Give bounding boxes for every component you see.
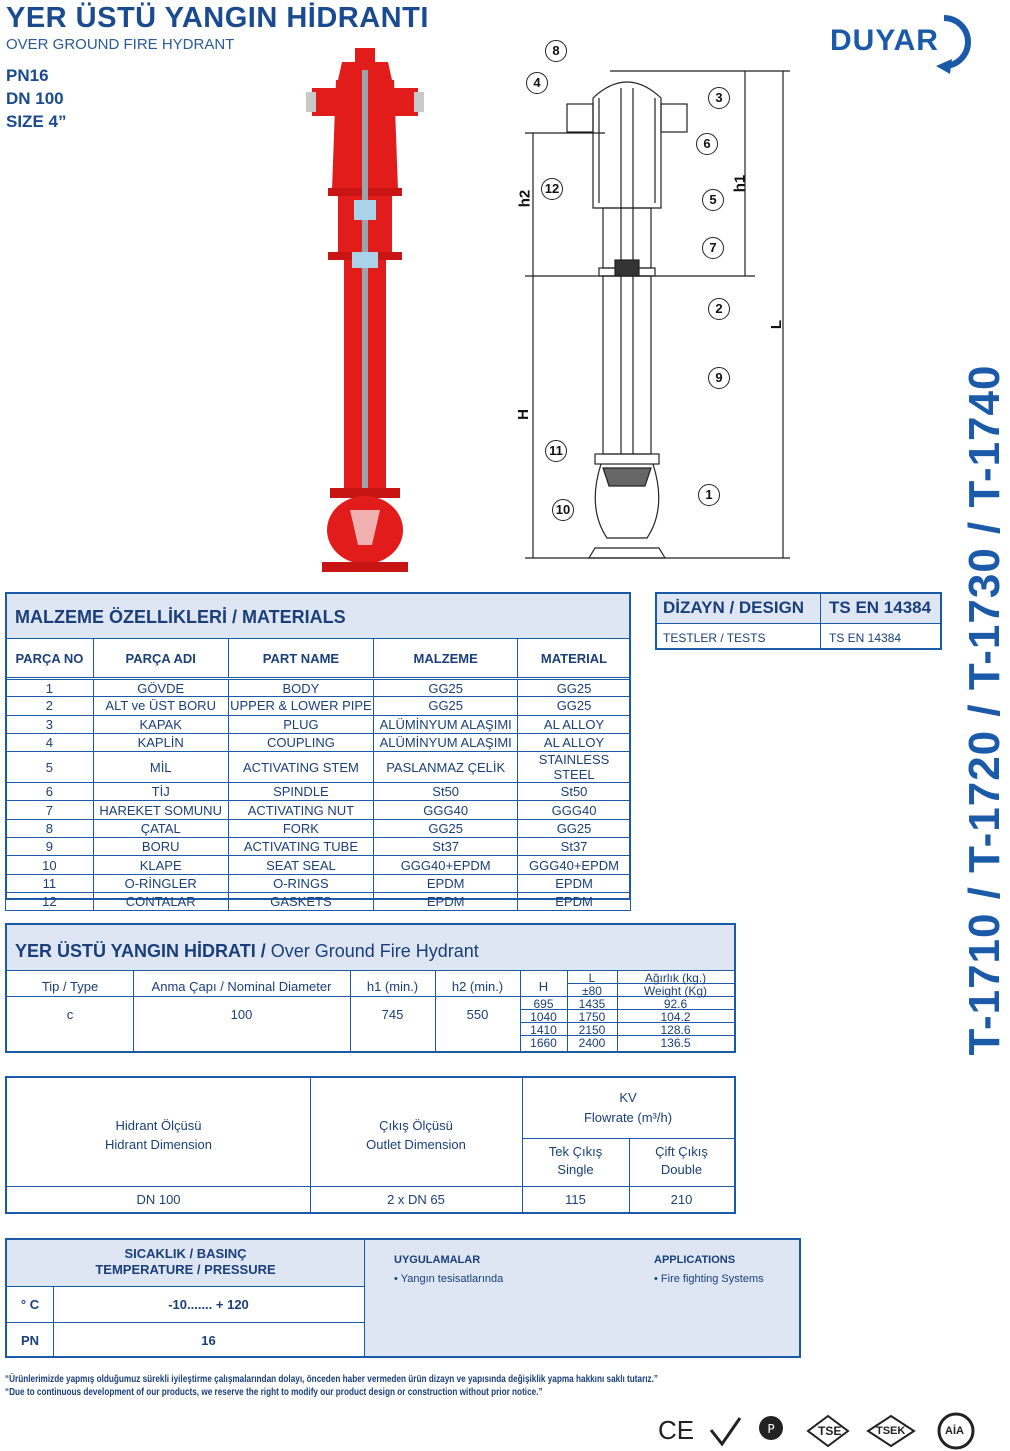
table-cell: GASKETS <box>228 892 374 910</box>
kv-label: KV <box>619 1090 637 1105</box>
table-cell: ACTIVATING STEM <box>228 752 374 783</box>
dims-W-cell: 136.5 <box>660 1036 691 1050</box>
table-cell: FORK <box>228 819 374 837</box>
table-cell: St50 <box>518 783 631 801</box>
table-cell: GÖVDE <box>93 679 228 697</box>
table-cell: 1 <box>6 679 94 697</box>
val-nominal: 100 <box>230 1007 253 1022</box>
table-row <box>6 679 631 697</box>
dims-H-cell: 1040 <box>530 1010 557 1024</box>
dims-L-cell: 2150 <box>578 1023 606 1037</box>
table-row <box>6 892 631 910</box>
table-cell: SPINDLE <box>228 783 374 801</box>
spec-dn: DN 100 <box>6 89 64 108</box>
double-tr: Çift Çıkış <box>655 1144 708 1159</box>
table-cell: EPDM <box>374 874 518 892</box>
spec-pn: PN16 <box>6 66 49 85</box>
table-cell: GG25 <box>518 697 631 715</box>
table-cell: 9 <box>6 838 94 856</box>
callout-5: 5 <box>702 189 724 211</box>
tests-value: TS EN 14384 <box>829 631 902 645</box>
callout-9: 9 <box>708 367 730 389</box>
table-cell: ALÜMİNYUM ALAŞIMI <box>374 715 518 733</box>
col-part-name-tr: PARÇA ADI <box>93 639 228 679</box>
table-cell: 4 <box>6 733 94 751</box>
table-cell: COUPLING <box>228 733 374 751</box>
hydrant-title-tr: YER ÜSTÜ YANGIN HİDRATI / <box>15 941 266 961</box>
design-title: DİZAYN / DESIGN <box>663 598 805 617</box>
table-cell: KAPLİN <box>93 733 228 751</box>
table-cell: AL ALLOY <box>518 733 631 751</box>
table-cell: 7 <box>6 801 94 819</box>
table-row <box>6 733 631 751</box>
table-cell: 11 <box>6 874 94 892</box>
temp-app-box <box>5 1238 801 1358</box>
svg-text:P: P <box>767 1422 775 1436</box>
hdr-type: Tip / Type <box>41 979 99 994</box>
table-cell: ALÜMİNYUM ALAŞIMI <box>374 733 518 751</box>
table-cell: ACTIVATING TUBE <box>228 838 374 856</box>
table-row <box>6 856 631 874</box>
table-cell: ACTIVATING NUT <box>228 801 374 819</box>
table-row <box>6 874 631 892</box>
callout-10: 10 <box>552 499 574 521</box>
hydrant-illustration <box>300 40 430 588</box>
brand-logo <box>830 4 980 74</box>
table-cell: BORU <box>93 838 228 856</box>
table-cell: 2 <box>6 697 94 715</box>
dims-H-cell: 1410 <box>530 1023 557 1037</box>
callout-8: 8 <box>545 40 567 62</box>
table-cell: TİJ <box>93 783 228 801</box>
callout-6: 6 <box>696 133 718 155</box>
val-type: c <box>66 1007 74 1022</box>
dims-W-cell: 128.6 <box>660 1023 691 1037</box>
table-cell: MİL <box>93 752 228 783</box>
hydrant-dims-box <box>5 923 736 1053</box>
table-cell: PASLANMAZ ÇELİK <box>374 752 518 783</box>
table-cell: HAREKET SOMUNU <box>93 801 228 819</box>
tse-label: TSE <box>818 1424 842 1438</box>
table-cell: 3 <box>6 715 94 733</box>
table-cell: 5 <box>6 752 94 783</box>
table-cell: 6 <box>6 783 94 801</box>
tests-label: TESTLER / TESTS <box>663 631 766 645</box>
design-standard: TS EN 14384 <box>829 598 932 617</box>
app-item-en: • Fire fighting Systems <box>654 1273 764 1285</box>
hydrant-title <box>15 941 479 962</box>
hdr-L: L <box>588 971 596 985</box>
table-cell: CONTALAR <box>93 892 228 910</box>
single-value: 115 <box>565 1192 586 1207</box>
table-row <box>6 697 631 715</box>
table-cell: GGG40+EPDM <box>518 856 631 874</box>
hdr-h1: h1 (min.) <box>366 979 419 994</box>
ce-mark-icon: CE <box>658 1415 695 1445</box>
flow-box <box>5 1076 736 1214</box>
table-row <box>6 801 631 819</box>
hdr-weight-tr: Ağırlık (kg.) <box>644 971 707 985</box>
table-row <box>6 752 631 783</box>
table-row <box>6 819 631 837</box>
app-title-en: APPLICATIONS <box>654 1254 736 1266</box>
dims-H-cell: 695 <box>533 997 554 1011</box>
materials-box <box>5 592 631 910</box>
callout-2: 2 <box>708 298 730 320</box>
callout-12: 12 <box>541 178 563 200</box>
flowrate-label: Flowrate (m³/h) <box>583 1110 673 1125</box>
materials-table <box>5 638 631 911</box>
dim-h1: h1 <box>731 174 749 193</box>
col-part-name: PART NAME <box>228 639 374 679</box>
table-cell: SEAT SEAL <box>228 856 374 874</box>
table-cell: St37 <box>374 838 518 856</box>
single-tr: Tek Çıkış <box>548 1144 603 1159</box>
table-cell: EPDM <box>518 874 631 892</box>
table-row <box>6 783 631 801</box>
table-cell: EPDM <box>374 892 518 910</box>
tsek-label: TSEK <box>876 1425 906 1437</box>
dims-L-cell: 2400 <box>578 1036 606 1050</box>
table-cell: GG25 <box>374 819 518 837</box>
pn-value: 16 <box>201 1333 216 1348</box>
pn-label: PN <box>20 1333 40 1348</box>
page-title: YER ÜSTÜ YANGIN HİDRANTI <box>6 2 429 34</box>
hdr-L-tol: ±80 <box>582 984 602 998</box>
table-cell: GG25 <box>374 679 518 697</box>
table-cell: GGG40 <box>374 801 518 819</box>
dim-h2: h2 <box>516 189 534 208</box>
callout-1: 1 <box>698 484 720 506</box>
callout-7: 7 <box>702 237 724 259</box>
dims-L-cell: 1435 <box>578 997 606 1011</box>
table-cell: UPPER & LOWER PIPE <box>228 697 374 715</box>
callout-3: 3 <box>708 87 730 109</box>
table-cell: AL ALLOY <box>518 715 631 733</box>
dim-H: H <box>514 409 532 420</box>
out-dim-tr: Çıkış Ölçüsü <box>379 1118 453 1133</box>
dims-W-cell: 92.6 <box>663 997 688 1011</box>
callout-4: 4 <box>526 72 548 94</box>
note-en: “Due to continuous development of our products, we reserve the right to modify our product design or construction without prior notice.” <box>5 1387 543 1398</box>
technical-drawing <box>515 38 795 568</box>
hydrant-title-en: Over Ground Fire Hydrant <box>270 941 479 961</box>
table-cell: BODY <box>228 679 374 697</box>
table-cell: GGG40+EPDM <box>374 856 518 874</box>
hdr-H: H <box>538 979 549 994</box>
dims-L-cell: 1750 <box>578 1010 606 1024</box>
brand-name: DUYAR <box>830 24 939 57</box>
callout-11: 11 <box>545 440 567 462</box>
table-cell: ALT ve ÜST BORU <box>93 697 228 715</box>
col-malzeme: MALZEME <box>374 639 518 679</box>
table-cell: KAPAK <box>93 715 228 733</box>
hdr-weight-en: Weight (Kg) <box>643 984 708 998</box>
table-cell: KLAPE <box>93 856 228 874</box>
table-cell: STAINLESS STEEL <box>518 752 631 783</box>
table-cell: 12 <box>6 892 94 910</box>
app-title-tr: UYGULAMALAR <box>394 1254 481 1266</box>
dims-W-cell: 104.2 <box>660 1010 691 1024</box>
table-cell: O-RİNGLER <box>93 874 228 892</box>
materials-title: MALZEME ÖZELLİKLERİ / MATERIALS <box>15 607 346 627</box>
double-en: Double <box>660 1162 703 1177</box>
table-row <box>6 715 631 733</box>
table-cell: 8 <box>6 819 94 837</box>
val-h2: 550 <box>466 1007 489 1022</box>
table-cell: 10 <box>6 856 94 874</box>
col-part-no: PARÇA NO <box>6 639 94 679</box>
hdr-nominal: Anma Çapı / Nominal Diameter <box>151 979 332 994</box>
table-cell: GGG40 <box>518 801 631 819</box>
hyd-dim-en: Hidrant Dimension <box>105 1137 212 1152</box>
app-item-tr: • Yangın tesisatlarında <box>394 1273 504 1285</box>
table-cell: St50 <box>374 783 518 801</box>
table-cell: GG25 <box>518 819 631 837</box>
brand-arc-icon <box>830 4 980 74</box>
table-cell: GG25 <box>374 697 518 715</box>
double-value: 210 <box>670 1192 693 1207</box>
out-dim-en: Outlet Dimension <box>366 1137 466 1152</box>
dims-H-cell: 1660 <box>530 1036 557 1050</box>
table-row <box>6 838 631 856</box>
single-en: Single <box>557 1162 594 1177</box>
hdr-h2: h2 (min.) <box>451 979 504 994</box>
table-cell: O-RINGS <box>228 874 374 892</box>
hyd-dim-tr: Hidrant Ölçüsü <box>115 1118 202 1133</box>
table-cell: PLUG <box>228 715 374 733</box>
temp-title-en: TEMPERATURE / PRESSURE <box>95 1262 276 1277</box>
dim-L: L <box>768 319 786 330</box>
page-subtitle: OVER GROUND FIRE HYDRANT <box>6 36 235 53</box>
temp-c-value: -10....... + 120 <box>168 1297 249 1312</box>
col-material: MATERIAL <box>518 639 631 679</box>
hyd-dim-value: DN 100 <box>136 1192 181 1207</box>
out-dim-value: 2 x DN 65 <box>387 1192 445 1207</box>
model-codes: T-1710 / T-1720 / T-1730 / T-1740 <box>960 364 1009 1056</box>
note-tr: “Ürünlerimizde yapmış olduğumuz sürekli iyileştirme çalışmalarından dolayı, önceden haber vermeden ürün dizayn ve yapısında değişiklik yapma hakkını saklı tutarız.” <box>5 1374 659 1385</box>
aia-label: AİA <box>945 1425 964 1437</box>
table-cell: St37 <box>518 838 631 856</box>
gost-mark-icon <box>756 1414 786 1446</box>
design-box <box>655 592 942 650</box>
table-cell: EPDM <box>518 892 631 910</box>
table-cell: GG25 <box>518 679 631 697</box>
val-h1: 745 <box>381 1007 404 1022</box>
check-mark-icon <box>708 1414 742 1448</box>
temp-c-label: ° C <box>20 1297 40 1312</box>
temp-title-tr: SICAKLIK / BASINÇ <box>124 1246 247 1261</box>
spec-size: SIZE 4” <box>6 112 67 131</box>
table-cell: ÇATAL <box>93 819 228 837</box>
